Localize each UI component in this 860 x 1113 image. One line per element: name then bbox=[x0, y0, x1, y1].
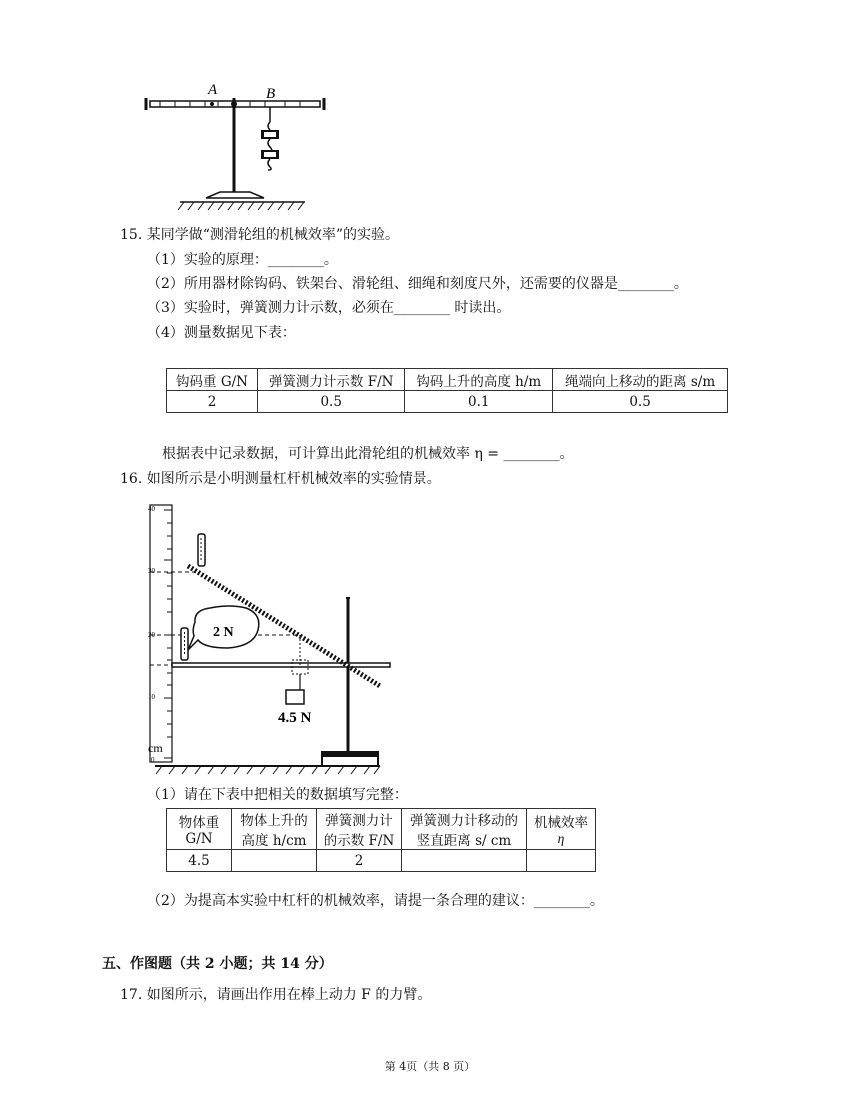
q15-s4: （4）测量数据见下表： bbox=[147, 325, 296, 341]
q15-table bbox=[166, 368, 728, 413]
ruler-tick-label: 30 bbox=[148, 567, 155, 575]
header-line: 弹簧测力计 bbox=[325, 813, 393, 829]
q15-title: 15. 某同学做“测滑轮组的机械效率”的实验。 bbox=[120, 227, 400, 243]
ruler-tick-label: 20 bbox=[148, 631, 155, 639]
lever-experiment-figure bbox=[140, 500, 400, 780]
header-cell bbox=[317, 809, 402, 850]
label-a: A bbox=[208, 82, 218, 98]
page-footer: 第 4页（共 8 页） bbox=[384, 1060, 476, 1073]
table-cell bbox=[402, 850, 527, 872]
q15-s1: （1）实验的原理：________。 bbox=[147, 252, 338, 268]
table-cell bbox=[527, 850, 596, 872]
ruler-tick-label: 10 bbox=[148, 693, 155, 701]
q16-title: 16. 如图所示是小明测量杠杆机械效率的实验情景。 bbox=[120, 471, 441, 487]
header-line: 物体重 bbox=[178, 815, 220, 831]
q15-conclusion: 根据表中记录数据，可计算出此滑轮组的机械效率 η = ________。 bbox=[162, 446, 574, 462]
header-line: G/N bbox=[185, 831, 213, 847]
table-cell: 0.5 bbox=[553, 391, 728, 413]
q15-s3: （3）实验时，弹簧测力计示数，必须在________ 时读出。 bbox=[147, 300, 511, 316]
q16-s1: （1）请在下表中把相关的数据填写完整： bbox=[147, 787, 408, 803]
force-label: 2 N bbox=[213, 625, 234, 640]
header-cell: 钩码上升的高度 h/m bbox=[405, 369, 553, 391]
section5-title: 五、作图题（共 2 小题；共 14 分） bbox=[102, 956, 333, 972]
table-header-row bbox=[167, 369, 728, 391]
header-line: 机械效率 bbox=[534, 815, 588, 831]
lever-stand-figure bbox=[140, 78, 340, 218]
table-row bbox=[167, 850, 596, 872]
table-cell bbox=[232, 850, 317, 872]
header-line: 高度 h/cm bbox=[241, 833, 307, 849]
q17-title: 17. 如图所示，请画出作用在棒上动力 F 的力臂。 bbox=[120, 987, 432, 1003]
header-cell bbox=[527, 809, 596, 850]
table-cell: 0.5 bbox=[258, 391, 405, 413]
ruler-tick-label: 40 bbox=[148, 505, 155, 513]
header-line: 竖直距离 s/ cm bbox=[416, 833, 512, 849]
label-b: B bbox=[266, 86, 276, 102]
header-cell bbox=[232, 809, 317, 850]
header-cell: 绳端向上移动的距离 s/m bbox=[553, 369, 728, 391]
q16-s2: （2）为提高本实验中杠杆的机械效率，请提一条合理的建议：________。 bbox=[147, 893, 604, 909]
header-cell: 弹簧测力计示数 F/N bbox=[258, 369, 405, 391]
q15-s2: （2）所用器材除钩码、铁架台、滑轮组、细绳和刻度尺外，还需要的仪器是________。 bbox=[147, 276, 688, 292]
weight-label: 4.5 N bbox=[278, 710, 312, 726]
header-line: 物体上升的 bbox=[240, 813, 308, 829]
table-row bbox=[167, 391, 728, 413]
table-cell: 2 bbox=[317, 850, 402, 872]
header-cell bbox=[402, 809, 527, 850]
header-line: η bbox=[557, 831, 565, 846]
header-line: 弹簧测力计移动的 bbox=[410, 813, 518, 829]
ruler-unit: cm bbox=[148, 741, 163, 755]
header-line: 的示数 F/N bbox=[323, 833, 395, 849]
table-header-row bbox=[167, 809, 596, 850]
header-cell: 钩码重 G/N bbox=[167, 369, 258, 391]
table-cell: 2 bbox=[167, 391, 258, 413]
ruler-tick-label: 0 bbox=[151, 756, 155, 764]
table-cell: 0.1 bbox=[405, 391, 553, 413]
q16-table bbox=[166, 808, 596, 872]
header-cell bbox=[167, 809, 232, 850]
table-cell: 4.5 bbox=[167, 850, 232, 872]
